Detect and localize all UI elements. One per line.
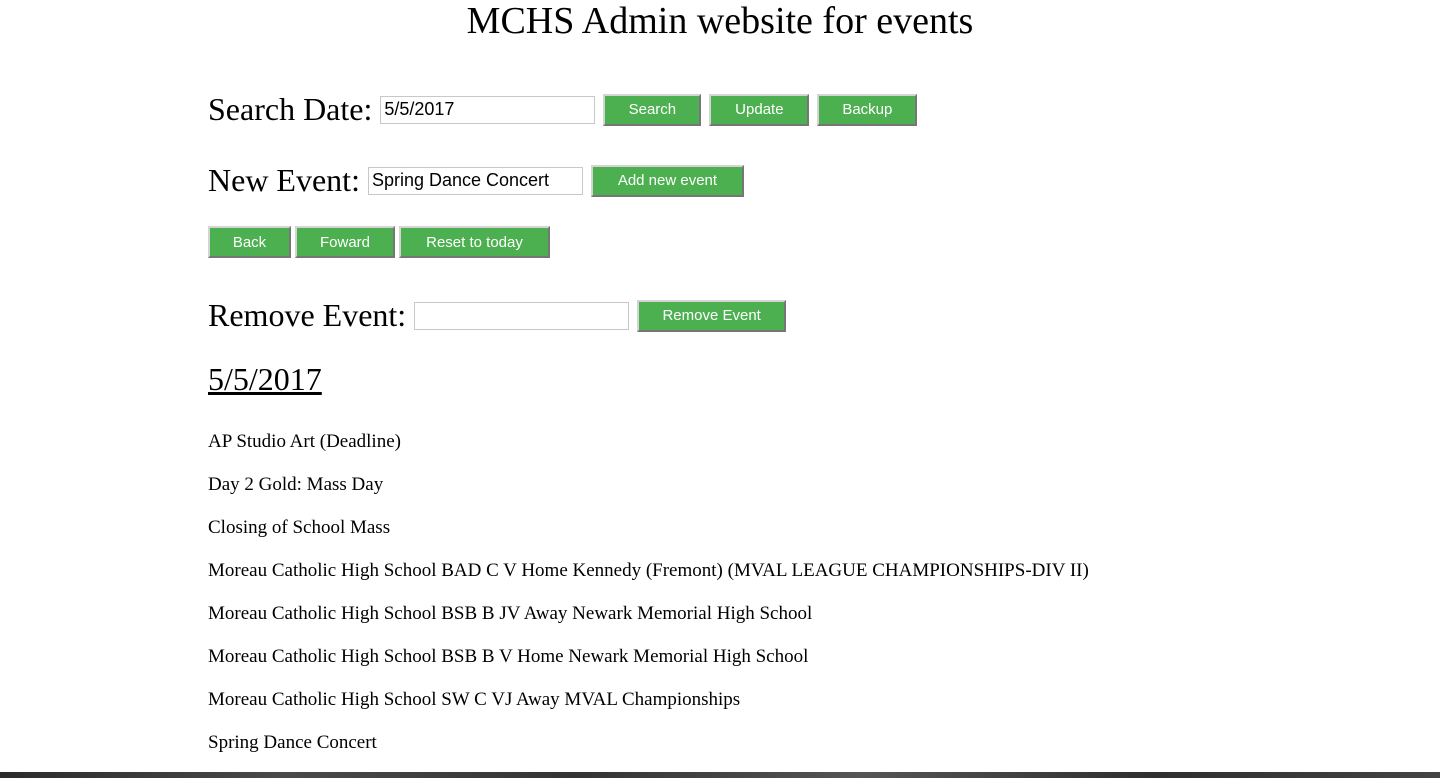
new-event-row <box>208 162 744 199</box>
page-title: MCHS Admin website for events <box>466 0 974 42</box>
remove-event-button[interactable]: Remove Event <box>637 300 786 332</box>
search-button[interactable]: Search <box>603 94 701 126</box>
backup-button[interactable]: Backup <box>817 94 917 126</box>
event-item: AP Studio Art (Deadline) <box>208 431 401 452</box>
reset-to-today-button[interactable]: Reset to today <box>399 226 550 258</box>
update-button[interactable]: Update <box>709 94 809 126</box>
event-item: Moreau Catholic High School SW C VJ Away MVAL Championships <box>208 689 741 710</box>
back-button[interactable]: Back <box>208 226 291 258</box>
remove-event-label: Remove Event: <box>208 297 407 333</box>
event-item: Moreau Catholic High School BSB B V Home Newark Memorial High School <box>208 646 809 667</box>
search-date-input[interactable] <box>380 96 595 124</box>
event-list <box>208 425 1089 769</box>
event-item: Day 2 Gold: Mass Day <box>208 474 384 495</box>
new-event-input[interactable] <box>368 167 583 195</box>
event-item: Closing of School Mass <box>208 517 391 538</box>
add-new-event-button[interactable]: Add new event <box>591 165 744 197</box>
remove-event-row <box>208 297 786 334</box>
forward-button[interactable]: Foward <box>295 226 395 258</box>
event-item: Moreau Catholic High School BAD C V Home Kennedy (Fremont) (MVAL LEAGUE CHAMPIONSHIPS-DIV II) <box>208 560 1089 581</box>
new-event-label: New Event: <box>208 162 360 198</box>
current-date-heading: 5/5/2017 <box>208 361 322 397</box>
event-item: Spring Dance Concert <box>208 732 377 753</box>
navigation-row <box>208 226 550 258</box>
search-date-label: Search Date: <box>208 91 373 127</box>
remove-event-input[interactable] <box>414 302 629 330</box>
background-image-strip <box>0 772 1440 778</box>
search-row <box>208 91 917 128</box>
event-item: Moreau Catholic High School BSB B JV Away Newark Memorial High School <box>208 603 813 624</box>
